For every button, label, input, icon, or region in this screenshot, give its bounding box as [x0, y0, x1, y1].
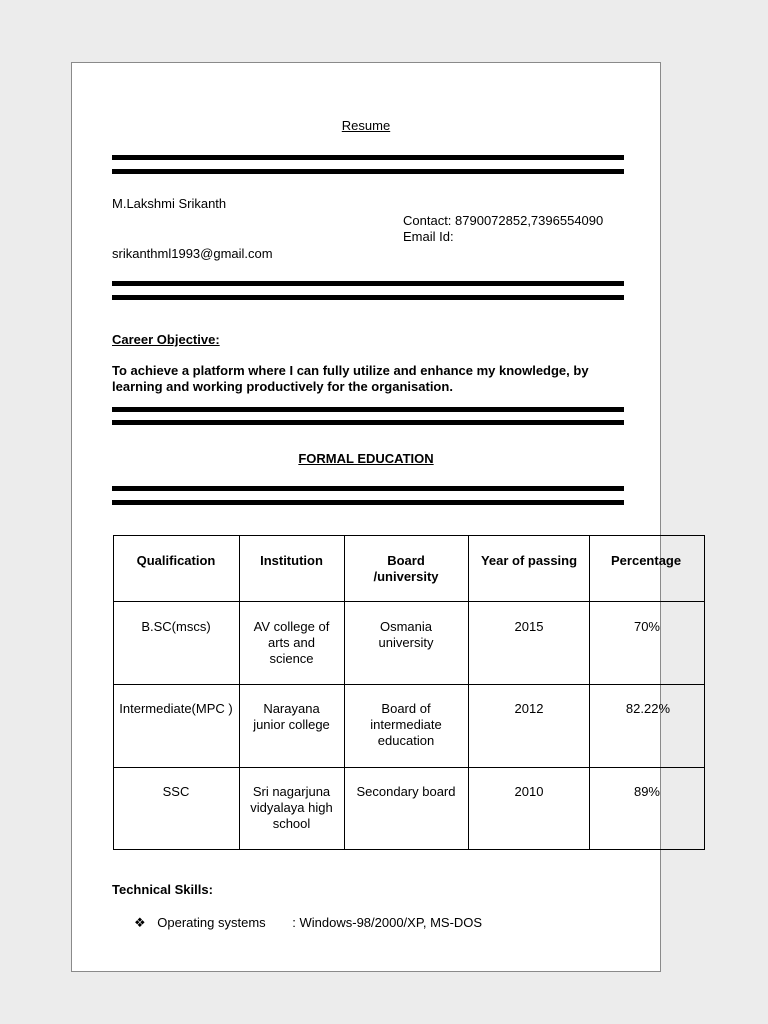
document-title: Resume	[341, 118, 391, 133]
table-cell: 2015	[514, 619, 544, 634]
table-cell: Narayana junior college	[253, 701, 330, 732]
formal-education-heading: FORMAL EDUCATION	[298, 451, 434, 466]
header-percentage: Percentage	[611, 553, 682, 568]
table-cell: 89%	[633, 784, 660, 799]
diamond-bullet-icon: ❖	[134, 915, 146, 930]
table-cell: Intermediate(MPC )	[119, 701, 233, 716]
career-objective-heading: Career Objective:	[112, 332, 220, 347]
email-address: srikanthml1993@gmail.com	[112, 246, 273, 261]
header-year: Year of passing	[480, 553, 578, 568]
divider	[112, 407, 624, 412]
divider	[112, 500, 624, 505]
table-cell: 2012	[514, 701, 544, 716]
email-label: Email Id:	[403, 229, 454, 244]
skill-label: Operating systems	[157, 915, 266, 930]
career-objective-text: To achieve a platform where I can fully utilize and enhance my knowledge, by learning and working productively for the organisation.	[112, 363, 589, 394]
divider	[112, 281, 624, 286]
divider	[112, 155, 624, 160]
education-table	[113, 535, 705, 850]
divider	[112, 169, 624, 174]
table-cell: 70%	[633, 619, 660, 634]
table-cell: Board of intermediate education	[370, 701, 442, 748]
technical-skills-heading: Technical Skills:	[112, 882, 213, 897]
table-cell: Secondary board	[356, 784, 456, 799]
skill-item	[134, 915, 482, 931]
table-cell: Osmania university	[378, 619, 434, 650]
table-cell: 2010	[514, 784, 544, 799]
table-cell: AV college of arts and science	[253, 619, 330, 666]
header-qualification: Qualification	[136, 553, 216, 568]
contact-numbers: Contact: 8790072852,7396554090	[403, 213, 604, 228]
divider	[112, 486, 624, 491]
table-cell: 82.22%	[625, 701, 670, 716]
header-board: Board /university	[373, 553, 439, 584]
header-institution: Institution	[260, 553, 323, 568]
table-cell: SSC	[162, 784, 190, 799]
divider	[112, 295, 624, 300]
candidate-name: M.Lakshmi Srikanth	[112, 196, 227, 211]
table-cell: B.SC(mscs)	[141, 619, 211, 634]
skill-value: : Windows-98/2000/XP, MS-DOS	[292, 915, 483, 930]
divider	[112, 420, 624, 425]
table-cell: Sri nagarjuna vidyalaya high school	[250, 784, 333, 831]
